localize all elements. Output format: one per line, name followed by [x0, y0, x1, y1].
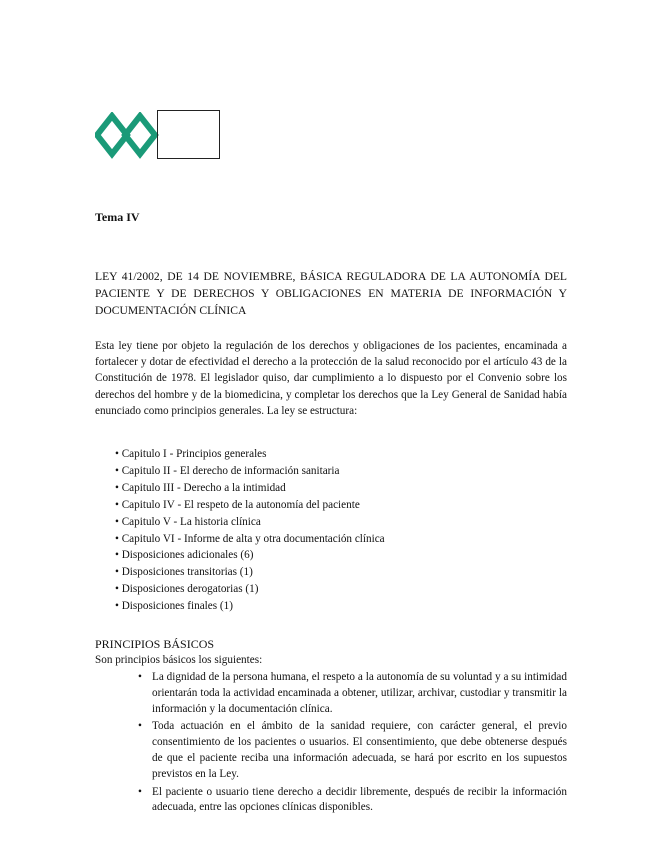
list-item: • Toda actuación en el ámbito de la sanidad requiere, con carácter general, el previo consentimiento de los pacientes o usuarios. El consentimiento, que debe obtenerse después de que el paciente reciba una información adecuada, se hará por escrito en los supuestos previstos en la Ley.	[152, 719, 567, 782]
document-title: LEY 41/2002, DE 14 DE NOVIEMBRE, BÁSICA REGULADORA DE LA AUTONOMÍA DEL PACIENTE Y DE DERECHOS Y OBLIGACIONES EN MATERIA DE INFORMACIÓN Y DOCUMENTACIÓN CLÍNICA	[95, 270, 567, 317]
list-item: • Disposiciones adicionales (6)	[115, 547, 385, 564]
list-item: • Disposiciones derogatorias (1)	[115, 581, 385, 598]
intro-paragraph: Esta ley tiene por objeto la regulación de los derechos y obligaciones de los pacientes, encaminada a fortalecer y dotar de efectividad el derecho a la protección de la salud reconocido por el artículo 43 de la Constitución de 1978. El legislador quiso, dar cumplimiento a lo dispuesto por el Convenio sobre los derechos del hombre y de la biomedicina, y completar los derechos que la Ley General de Sanidad había enunciado como principios generales. La ley se estructura:	[95, 340, 567, 417]
tema-label: Tema IV	[95, 210, 140, 224]
list-item: • Disposiciones transitorias (1)	[115, 564, 385, 581]
list-item: • Capitulo III - Derecho a la intimidad	[115, 480, 385, 497]
section-heading: PRINCIPIOS BÁSICOS	[95, 637, 215, 651]
list-item: • Capitulo II - El derecho de información sanitaria	[115, 463, 385, 480]
list-item: • Capitulo VI - Informe de alta y otra documentación clínica	[115, 531, 385, 548]
list-item: • La dignidad de la persona humana, el respeto a la autonomía de su voluntad y a su intimidad orientarán toda la actividad encaminada a obtener, utilizar, archivar, custodiar y transmitir la información y la documentación clínica.	[152, 670, 567, 717]
section-intro: Son principios básicos los siguientes:	[95, 654, 263, 666]
list-item: • Capitulo V - La historia clínica	[115, 514, 385, 531]
list-item: • Disposiciones finales (1)	[115, 598, 385, 615]
logo	[95, 110, 225, 165]
list-item: • El paciente o usuario tiene derecho a decidir libremente, después de recibir la información adecuada, entre las opciones clínicas disponibles.	[152, 785, 567, 817]
list-item: • Capitulo IV - El respeto de la autonomía del paciente	[115, 497, 385, 514]
diamond-logo-icon	[95, 112, 163, 162]
principles-list	[152, 670, 567, 818]
logo-box	[157, 110, 220, 159]
list-item: • Capitulo I - Principios generales	[115, 446, 385, 463]
chapter-list	[115, 446, 385, 615]
